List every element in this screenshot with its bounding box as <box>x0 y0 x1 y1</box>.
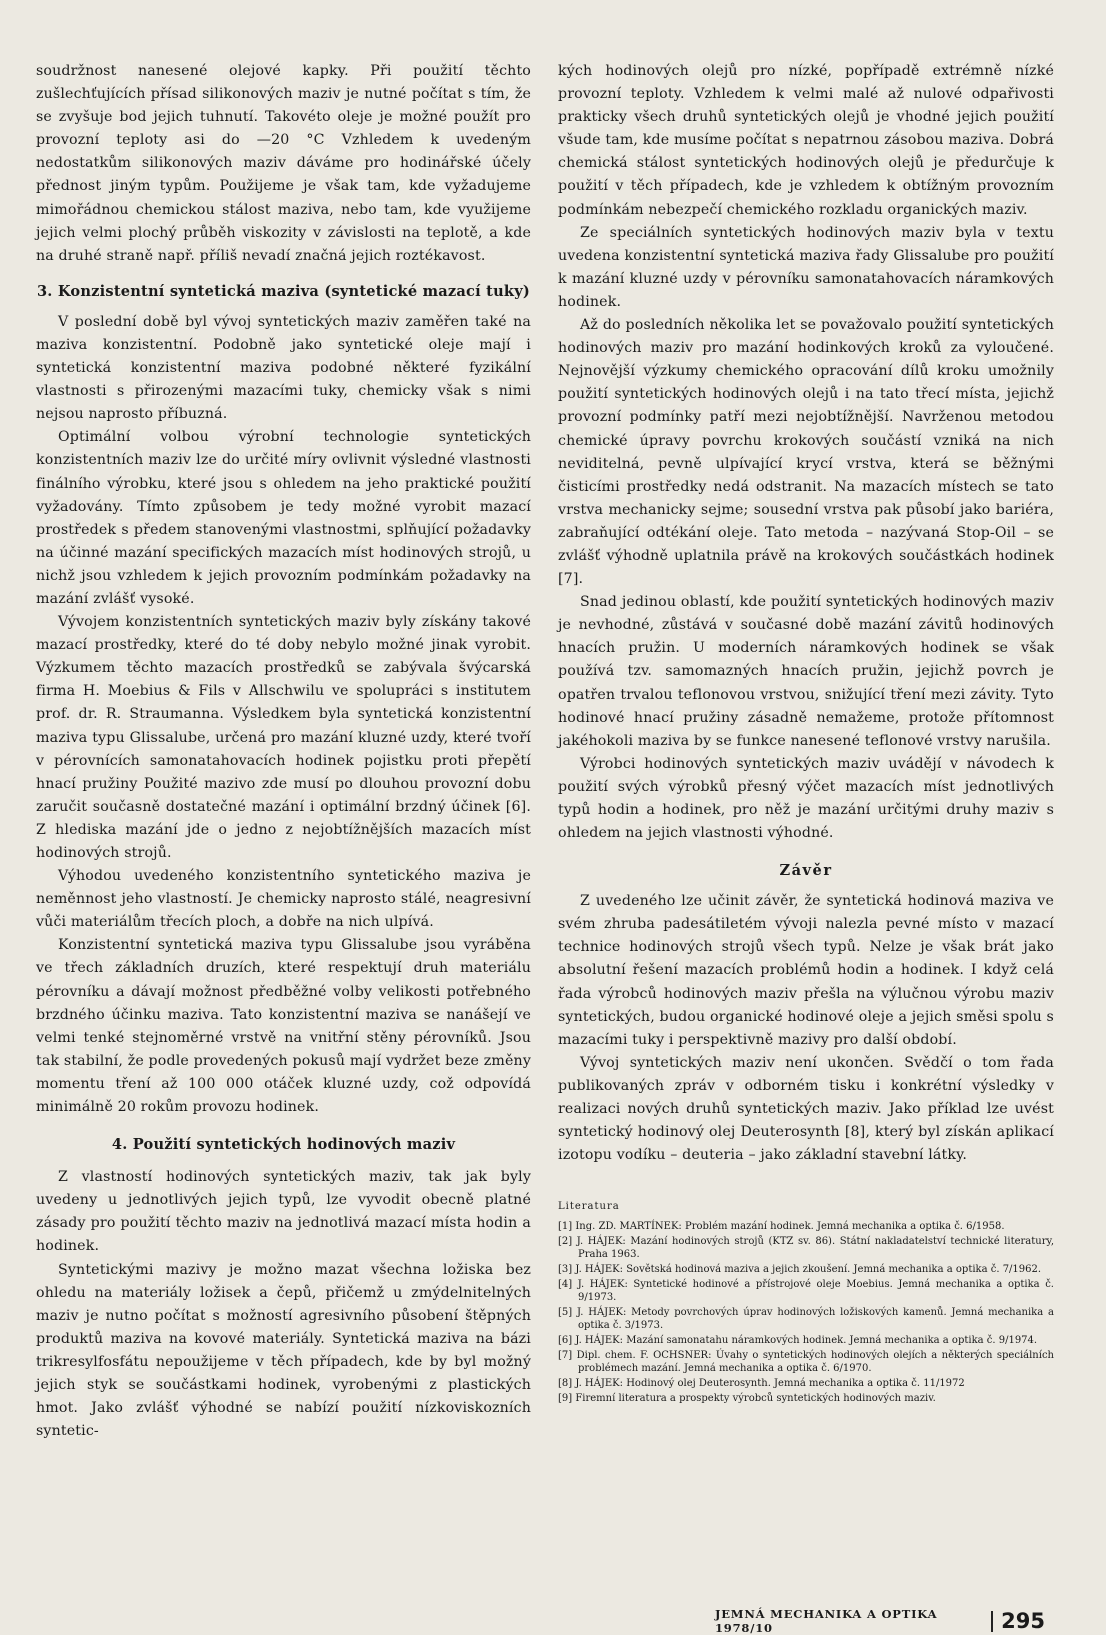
reference-item: [7] Dipl. chem. F. OCHSNER: Úvahy o syntetických hodinových olejích a některých speciálních problémech mazání. Jemná mechanika a optika č. 6/1970. <box>558 1350 1054 1375</box>
paragraph: Výhodou uvedeného konzistentního syntetického maziva je neměnnost jeho vlastností. Je chemicky naprosto stálé, neagresivní vůči materiálům třecích ploch, a dobře na nich ulpívá. <box>36 868 531 931</box>
section-heading-conclusion: Závěr <box>779 862 833 880</box>
paragraph: Z uvedeného lze učinit závěr, že syntetická hodinová maziva ve svém zhruba padesátiletém vývoji nalezla pevné místo v mazací technice hodinových strojů všech typů. Nelze je však brát jako absolutní řešení mazacích problémů hodin a hodinek. I když celá řada výrobců hodinových maziv přešla na výlučnou výrobu maziv syntetických, budou organické hodinové oleje a jejich směsi spolu s mazacími tuky i perspektivně mazivy pro další období. <box>558 893 1054 1048</box>
paragraph: Výrobci hodinových syntetických maziv uvádějí v návodech k použití svých výrobků přesný výčet mazacích míst jednotlivých typů hodin a hodinek, pro něž je mazání určitými druhy maziv s ohledem na jejich vlastnosti výhodné. <box>558 755 1054 842</box>
section-heading-4: 4. Použití syntetických hodinových maziv <box>111 1136 456 1154</box>
paragraph: Až do posledních několika let se považovalo použití syntetických hodinových maziv pro mazání hodinkových kroků za vyloučené. Nejnovější výzkumy chemického opracování dílů kroku umožnily použití syntetických hodinových olejů i na tato třecí místa, jejichž provozní podmínky patří mezi nejobtížnější. Navrženou metodou chemické úpravy povrchu krokových součástí vzniká na nich neviditelná, pevně ulpívající krycí vrstva, která se běžnými čisticími prostředky nedá odstranit. Na mazacích místech se tato vrstva mechanicky sejme; sousední vrstva pak působí jako bariéra, zabraňující odtékání oleje. Tato metoda – nazývaná Stop-Oil – se zvlášť výhodně uplatnila právě na krokových součástkách hodinek [7]. <box>558 317 1054 588</box>
paragraph: Vývoj syntetických maziv není ukončen. Svědčí o tom řada publikovaných zpráv v odborném tisku i konkrétní výsledky v realizaci nových druhů syntetických maziv. Jako příklad lze uvést syntetický hodinový olej Deuterosynth [8], který byl získán aplikací izotopu vodíku – deuteria – jako základní stavební látky. <box>558 1054 1054 1164</box>
paragraph: V poslední době byl vývoj syntetických maziv zaměřen také na maziva konzistentní. Podobně jako syntetické oleje mají i syntetická konzistentní maziva podobné některé fyzikální vlastnosti s přirozenými mazacími tuky, chemicky však s nimi nejsou naprosto příbuzná. <box>36 313 531 423</box>
literature-heading: Literatura <box>558 1201 620 1213</box>
reference-item: [3] J. HÁJEK: Sovětská hodinová maziva a jejich zkoušení. Jemná mechanika a optika č. 7/1962. <box>558 1264 1042 1276</box>
section-heading-3: 3. Konzistentní syntetická maziva (syntetické mazací tuky) <box>36 282 531 300</box>
paragraph: Optimální volbou výrobní technologie syntetických konzistentních maziv lze do určité míry ovlivnit výsledné vlastnosti finálního výrobku, které jsou s ohledem na jeho praktické použití vyžadovány. Tímto způsobem je tedy možné vyrobit mazací prostředek s předem stanovenými vlastnostmi, splňující požadavky na účinné mazání specifických mazacích míst hodinových strojů, u nichž jsou vzhledem k jejich provozním podmínkám požadavky na mazání zvlášť vysoké. <box>36 429 531 607</box>
paragraph: Snad jedinou oblastí, kde použití syntetických hodinových maziv je nevhodné, zůstává v současné době mazání závitů hodinových hnacích pružin. U moderních náramkových hodinek se však používá tzv. samomazných hnacích pružin, jejichž povrch je opatřen trvalou teflonovou vrstvou, snižující tření mezi závity. Tyto hodinové hnací pružiny zásadně nemažeme, protože přítomnost jakéhokoli maziva by se funkce nanesené teflonové vrstvy narušila. <box>558 594 1054 749</box>
reference-item: [6] J. HÁJEK: Mazání samonatahu náramkových hodinek. Jemná mechanika a optika č. 9/1974. <box>558 1335 1038 1347</box>
reference-item: [8] J. HÁJEK: Hodinový olej Deuterosynth. Jemná mechanika a optika č. 11/1972 <box>558 1378 965 1390</box>
reference-list <box>558 1220 1054 1405</box>
paragraph: Konzistentní syntetická maziva typu Glissalube jsou vyráběna ve třech základních druzích, které respektují druh materiálu pérovníku a dávají možnost předběžné volby velikosti potřebného brzdného účinku maziva. Tato konzistentní maziva se nanášejí ve velmi tenké stejnoměrné vrstvě na vnitřní stěny pérovníků. Jsou tak stabilní, že podle provedených pokusů mají vydržet beze změny momentu tření až 100 000 otáček kluzné uzdy, což odpovídá minimálně 20 rokům provozu hodinek. <box>36 937 531 1116</box>
paragraph: Syntetickými mazivy je možno mazat všechna ložiska bez ohledu na materiály ložisek a čepů, přičemž u zmýdelnitelných maziv je nutno počítat s možností agresivního působení štěpných produktů maziva na kovové materiály. Syntetická maziva na bázi trikresylfosfátu nepoužijeme v těch případech, kde by byl možný jejich styk se součástkami hodinek, vyrobenými z plastických hmot. Jako zvlášť výhodné se nabízí použití nízkoviskozních syntetic- <box>36 1261 531 1440</box>
reference-item: [5] J. HÁJEK: Metody povrchových úprav hodinových ložiskových kamenů. Jemná mechanika a optika č. 3/1973. <box>558 1307 1054 1332</box>
paragraph: kých hodinových olejů pro nízké, popřípadě extrémně nízké provozní teploty. Vzhledem k velmi malé až nulové odpařivosti prakticky všech druhů syntetických olejů je vhodné jejich použití všude tam, kde musíme počítat s nepatrnou zásobou maziva. Dobrá chemická stálost syntetických hodinových olejů je předurčuje k použití v těch případech, kde je vzhledem k obtížným provozním podmínkám nebezpečí chemického rozkladu organických maziv. <box>558 63 1054 218</box>
reference-item: [9] Firemní literatura a prospekty výrobců syntetických hodinových maziv. <box>558 1393 936 1405</box>
paragraph: Z vlastností hodinových syntetických maziv, tak jak byly uvedeny u jednotlivých jejich typů, lze vyvodit obecně platné zásady pro použití těchto maziv na jednotlivá mazací místa hodin a hodinek. <box>36 1169 531 1255</box>
paragraph: soudržnost nanesené olejové kapky. Při použití těchto zušlechťujících přísad silikonových maziv je nutné počítat s tím, že se zvyšuje bod jejich tuhnutí. Takovéto oleje je možné použít pro provozní teploty asi do —20 °C Vzhledem k uvedeným nedostatkům silikonových maziv dáváme pro hodinářské účely přednost jiným typům. Použijeme je však tam, kde vyžadujeme mimořádnou chemickou stálost maziva, nebo tam, kde využijeme jejich velmi plochý průběh viskozity v závislosti na teplotě, a kde na druhé straně např. příliš nevadí značná jejich roztékavost. <box>36 63 531 264</box>
reference-item: [1] Ing. ZD. MARTÍNEK: Problém mazání hodinek. Jemná mechanika a optika č. 6/1958. <box>558 1221 1005 1233</box>
reference-item: [2] J. HÁJEK: Mazání hodinových strojů (KTZ sv. 86). Státní nakladatelství technické literatury, Praha 1963. <box>558 1236 1054 1261</box>
reference-item: [4] J. HÁJEK: Syntetické hodinové a přístrojové oleje Moebius. Jemná mechanika a optika č. 9/1973. <box>558 1279 1054 1304</box>
paragraph: Vývojem konzistentních syntetických maziv byly získány takové mazací prostředky, které do té doby nebylo možné jinak vyrobit. Výzkumem těchto mazacích prostředků se zabývala švýcarská firma H. Moebius & Fils v Allschwilu ve spolupráci s institutem prof. dr. R. Straumanna. Výsledkem byla syntetická konzistentní maziva typu Glissalube, určená pro mazání kluzné uzdy, které tvoří v pérovnících samonatahovacích hodinek pojistku proti přepětí hnací pružiny Použité mazivo zde musí po dlouhou provozní dobu zaručit současně dostatečné mazání i optimální brzdný účinek [6]. Z hlediska mazání jde o jedno z nejobtížnějších mazacích míst hodinových strojů. <box>36 614 531 861</box>
journal-name: JEMNÁ MECHANIKA A OPTIKA 1978/10 <box>715 1607 938 1635</box>
left-column <box>36 60 531 1443</box>
paragraph: Ze speciálních syntetických hodinových maziv byla v textu uvedena konzistentní syntetická maziva řady Glissalube pro použití k mazání kluzné uzdy v pérovníku samonatahovacích náramkových hodinek. <box>558 224 1054 310</box>
page-number: 295 <box>1001 1609 1045 1633</box>
right-column <box>558 60 1054 1407</box>
footer-divider <box>991 1611 993 1632</box>
page-footer <box>715 1607 1045 1635</box>
